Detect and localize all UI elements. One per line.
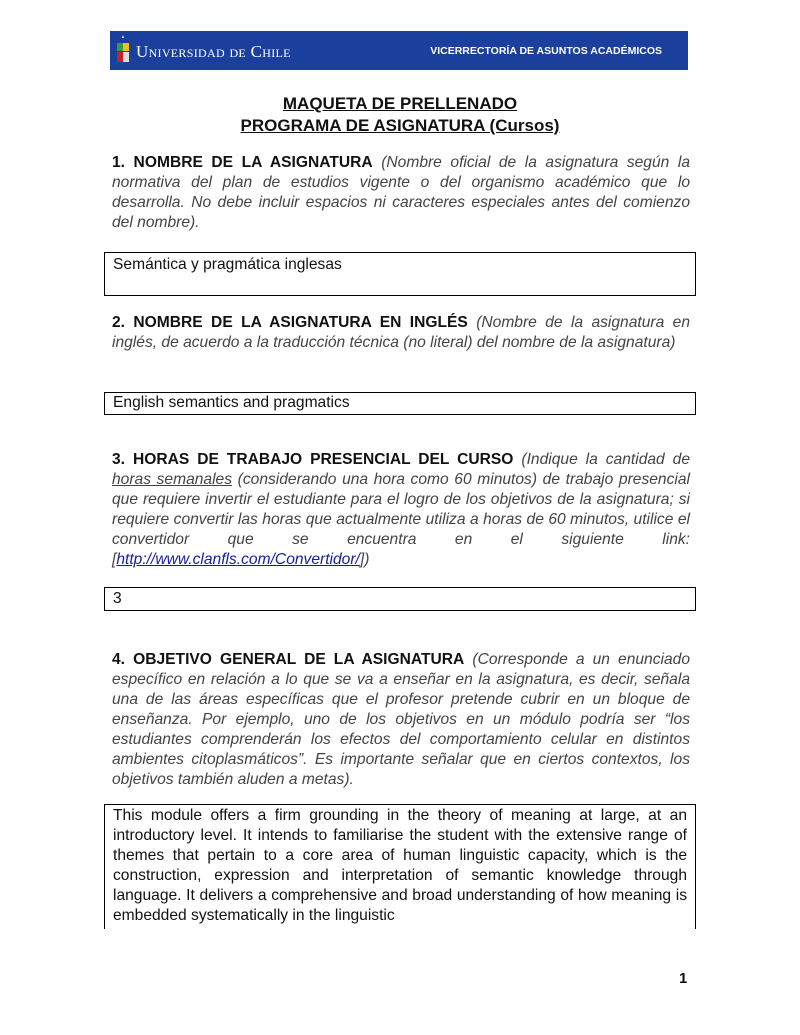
section-4: [112, 650, 690, 790]
doc-subtitle: PROGRAMA DE ASIGNATURA (Cursos): [240, 116, 560, 135]
field-course-name-english[interactable]: [104, 392, 696, 415]
header-banner: [110, 31, 688, 70]
section-note: (Corresponde a un enunciado específico en relación a lo que se va a enseñar en la asignatura, es decir, señala una de las áreas específicas que el profesor pretende cubrir en un bloque de enseñanza. Por ejemplo, uno de los objetivos en un módulo podría ser “los estudiantes comprenderán los efectos del comportamiento celular en distintos ambientes citoplasmáticos”. Es importante señalar que en ciertos contextos, los objetivos también aluden a metas).: [112, 651, 690, 788]
section-note: (Nombre oficial de la asignatura según la normativa del plan de estudios vigente o del organismo académico que lo desarrolla. No debe incluir espacios ni caracteres especiales antes del comienzo del nombre).: [112, 154, 690, 231]
field-general-objective[interactable]: [104, 804, 696, 929]
field-value: This module offers a firm grounding in the theory of meaning at large, at an introductory level. It intends to familiarise the student with the extensive range of themes that pertain to a core area of human linguistic capacity, which is the construction, expression and interpretation of semantic knowledge through language. It delivers a comprehensive and broad understanding of how meaning is embedded systematically in the linguistic: [113, 807, 687, 924]
section-note: ]): [359, 551, 370, 568]
section-note-underlined: horas semanales: [112, 471, 233, 488]
section-heading: 4. OBJETIVO GENERAL DE LA ASIGNATURA: [112, 651, 465, 668]
field-course-name[interactable]: [104, 252, 696, 296]
section-heading: 2. NOMBRE DE LA ASIGNATURA EN INGLÉS: [112, 314, 468, 331]
field-value: 3: [113, 590, 122, 607]
section-heading: 1. NOMBRE DE LA ASIGNATURA: [112, 154, 373, 171]
section-2: [112, 313, 690, 353]
section-heading: 3. HORAS DE TRABAJO PRESENCIAL DEL CURSO: [112, 451, 514, 468]
section-note: (considerando una hora como 60 minutos) de trabajo presencial que requiere invertir el estudiante para el logro de los objetivos de la asignatura; si requiere convertir las horas que actualmente utiliza a horas de 60 minutos, utilice el convertidor que se encuentra en el siguiente link: [: [112, 471, 690, 568]
doc-title: MAQUETA DE PRELLENADO: [282, 94, 518, 113]
section-note: (Nombre de la asignatura en inglés, de acuerdo a la traducción técnica (no literal) del nombre de la asignatura): [112, 314, 690, 351]
field-value: English semantics and pragmatics: [113, 394, 350, 411]
university-crest-icon: [116, 35, 130, 66]
field-weekly-hours[interactable]: [104, 587, 696, 611]
university-name: Universidad de Chile: [136, 42, 291, 61]
section-1: [112, 153, 690, 233]
field-value: Semántica y pragmática inglesas: [113, 256, 342, 273]
section-note: (Indique la cantidad de: [521, 451, 690, 468]
department-name: VICERRECTORÍA DE ASUNTOS ACADÉMICOS: [430, 45, 662, 57]
converter-link[interactable]: http://www.clanfls.com/Convertidor/: [116, 551, 360, 568]
page-number: 1: [679, 970, 688, 987]
section-3: [112, 450, 690, 570]
